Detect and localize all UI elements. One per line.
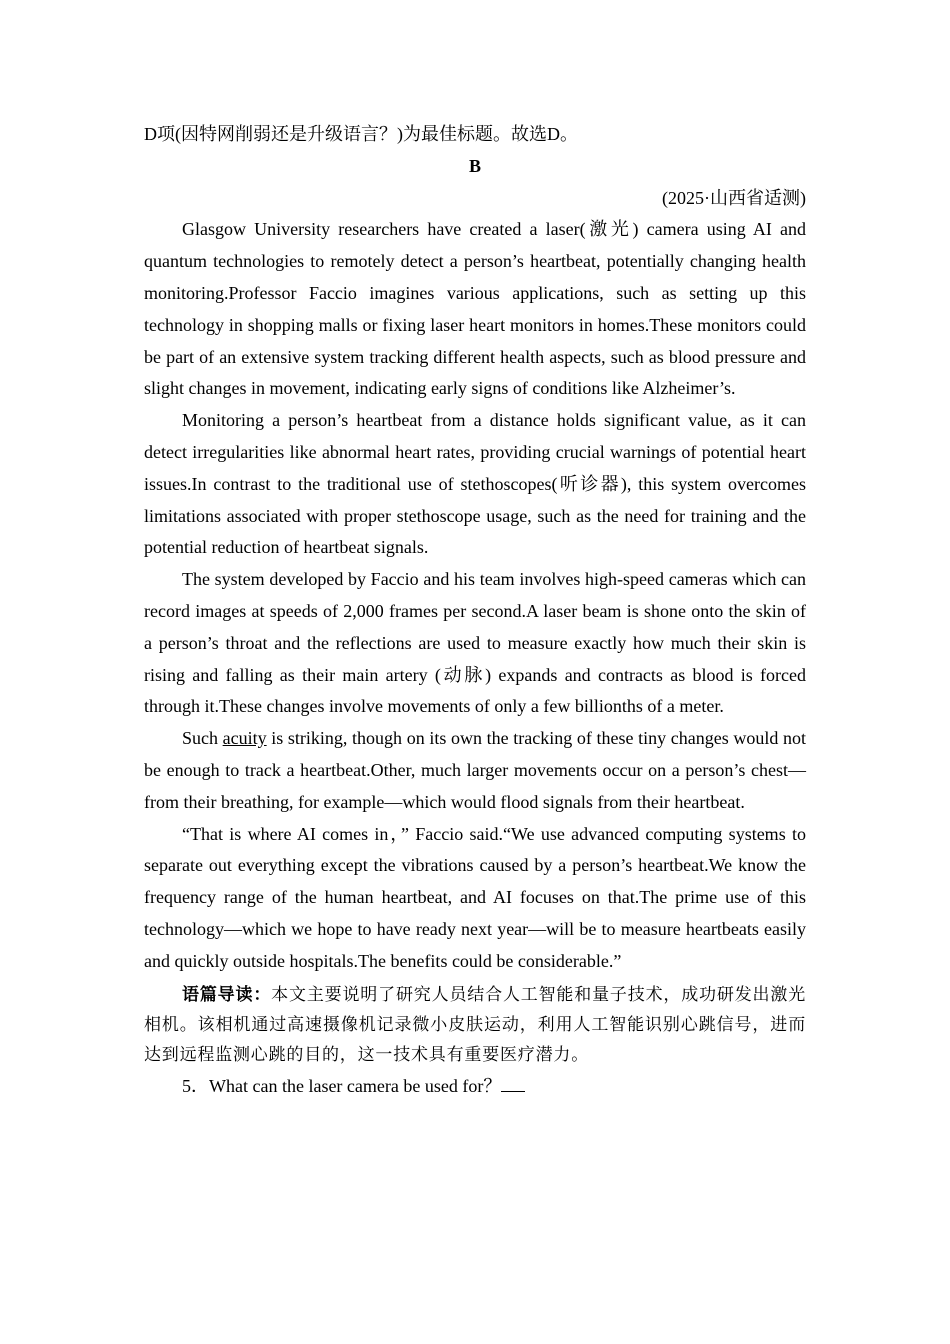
reading-guide-label: 语篇导读：: [182, 984, 272, 1005]
passage-paragraph-4: [144, 723, 806, 818]
underlined-word: acuity: [222, 728, 267, 749]
document-page: [144, 119, 806, 1102]
question-text: What can the laser camera be used for？: [209, 1075, 502, 1096]
reading-guide-text: 本文主要说明了研究人员结合人工智能和量子技术，成功研发出激光相机。该相机通过高速摄像机记录微小皮肤运动，利用人工智能识别心跳信号，进而达到远程监测心跳的目的，这一技术具有重要医疗潜力。: [144, 984, 807, 1065]
source-label: (2025·山西省适测): [662, 187, 806, 208]
section-heading: B: [468, 155, 481, 176]
passage-paragraph-2: Monitoring a person’s heartbeat from a distance holds significant value, as it can detect irregularities like abnormal heart rates, providing crucial warnings of potential heart issues.In contrast to the traditional use of stethoscopes(听诊器), this system overcomes limitations associated with proper stethoscope usage, such as the need for training and the potential reduction of heartbeat signals.: [144, 410, 806, 558]
reading-guide: [144, 980, 806, 1070]
previous-answer-line: D项(因特网削弱还是升级语言？)为最佳标题。故选D。: [144, 124, 578, 144]
answer-blank[interactable]: [501, 1073, 525, 1092]
paragraph-4-start: Such: [182, 728, 223, 749]
question-5: [144, 1070, 806, 1102]
question-number: 5．: [182, 1075, 209, 1096]
passage-paragraph-3: The system developed by Faccio and his team involves high-speed cameras which can record images at speeds of 2,000 frames per second.A laser beam is shone onto the skin of a person’s throat and the reflections are used to measure exactly how much their skin is rising and falling as their main artery (动脉) expands and contracts as blood is forced through it.These changes involve movements of only a few billionths of a meter.: [144, 569, 806, 717]
passage-paragraph-5: “That is where AI comes in，” Faccio said.“We use advanced computing systems to separate out everything except the vibrations caused by a person’s heartbeat.We know the frequency range of the human heartbeat, and AI focuses on that.The prime use of this technology—which we hope to have ready next year—will be to measure heartbeats easily and quickly outside hospitals.The benefits could be considerable.”: [144, 823, 806, 971]
paragraph-4-rest: is striking, though on its own the tracking of these tiny changes would not be enough to track a heartbeat.Other, much larger movements occur on a person’s chest—from their breathing, for example—which would flood signals from their heartbeat.: [144, 728, 806, 812]
passage-paragraph-1: Glasgow University researchers have created a laser(激光) camera using AI and quantum technologies to remotely detect a person’s heartbeat, potentially changing health monitoring.Professor Faccio imagines various applications, such as setting up this technology in shopping malls or fixing laser heart monitors in homes.These monitors could be part of an extensive system tracking different health aspects, such as blood pressure and slight changes in movement, indicating early signs of conditions like Alzheimer’s.: [144, 219, 806, 399]
